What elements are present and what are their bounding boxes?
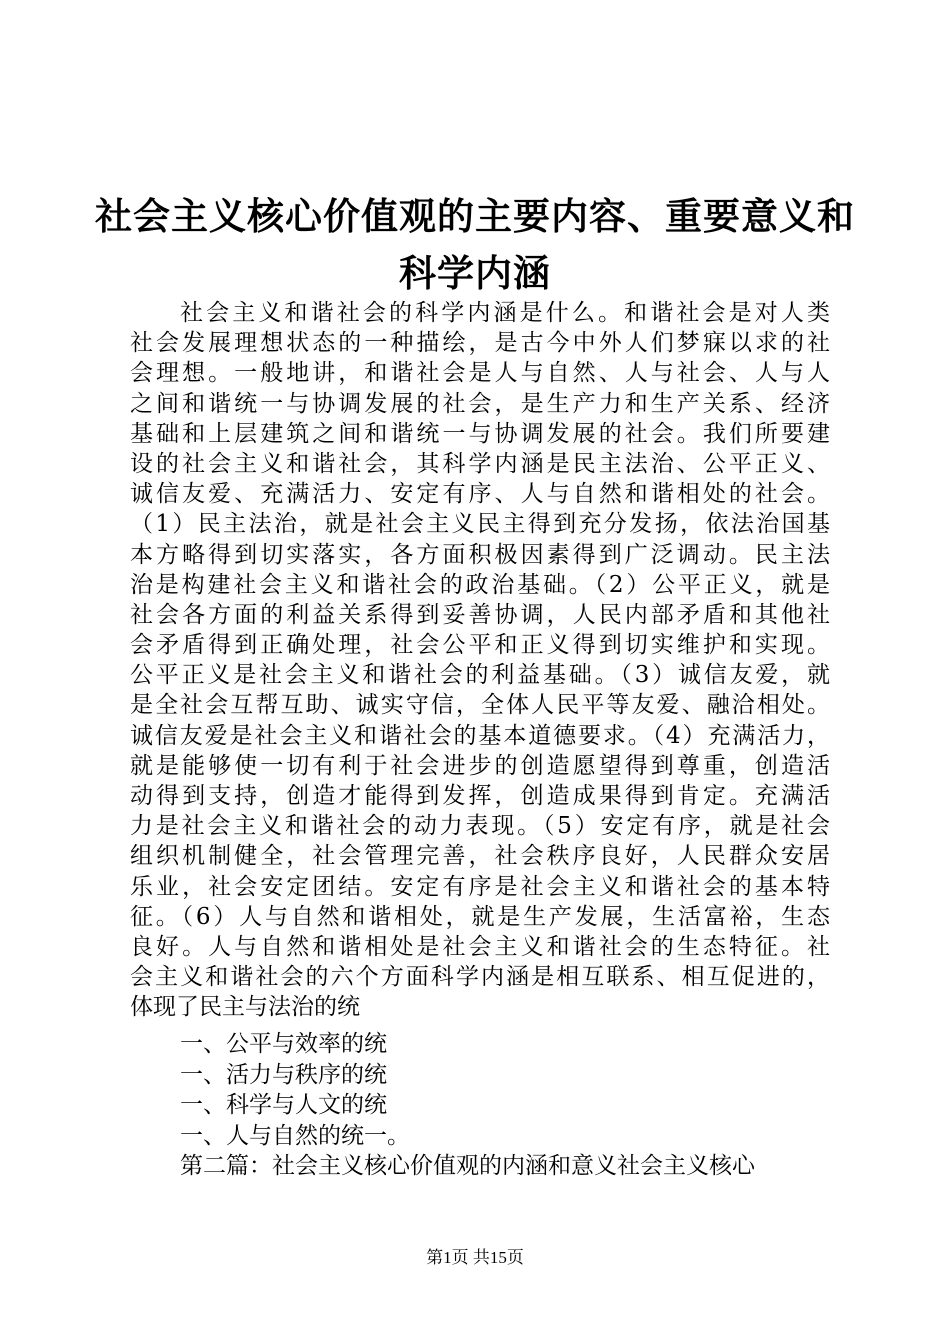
- body-text-line: 治是构建社会主义和谐社会的政治基础。（2）公平正义，就是: [130, 571, 830, 598]
- page-footer: 第1页 共15页: [426, 1248, 524, 1267]
- body-text-line: 良好。人与自然和谐相处是社会主义和谐社会的生态特征。社: [130, 933, 830, 960]
- document-list: [180, 1029, 840, 1182]
- body-text-line: （1）民主法治，就是社会主义民主得到充分发扬，依法治国基: [130, 511, 830, 538]
- body-text-line: 是全社会互帮互助、诚实守信，全体人民平等友爱、融洽相处。: [130, 692, 830, 719]
- document-body: [130, 298, 830, 1023]
- body-text-line: 设的社会主义和谐社会，其科学内涵是民主法治、公平正义、: [130, 450, 830, 477]
- body-text-line: 之间和谐统一与协调发展的社会，是生产力和生产关系、经济: [130, 390, 830, 417]
- body-text-line: 动得到支持，创造才能得到发挥，创造成果得到肯定。充满活: [130, 783, 830, 809]
- body-text-line: 基础和上层建筑之间和谐统一与协调发展的社会。我们所要建: [130, 420, 830, 447]
- list-item: 一、公平与效率的统: [180, 1031, 387, 1057]
- document-title-line-2: 科学内涵: [399, 251, 551, 295]
- body-text-line: 诚信友爱是社会主义和谐社会的基本道德要求。（4）充满活力，: [130, 722, 830, 749]
- body-text-line: 征。（6）人与自然和谐相处，就是生产发展，生活富裕，生态: [130, 903, 830, 930]
- document-title-line-1: 社会主义核心价值观的主要内容、重要意义和: [95, 194, 855, 238]
- body-text-line: 公平正义是社会主义和谐社会的利益基础。（3）诚信友爱，就: [130, 662, 830, 689]
- list-item: 一、活力与秩序的统: [180, 1061, 387, 1088]
- body-text-line: 社会主义和谐社会的科学内涵是什么。和谐社会是对人类: [180, 300, 830, 326]
- list-item: 一、人与自然的统一。: [180, 1122, 410, 1149]
- body-text-line: 就是能够使一切有利于社会进步的创造愿望得到尊重，创造活: [130, 752, 830, 779]
- body-text-line: 会矛盾得到正确处理，社会公平和正义得到切实维护和实现。: [130, 632, 830, 659]
- body-text-line: 社会各方面的利益关系得到妥善协调，人民内部矛盾和其他社: [130, 601, 830, 628]
- body-text-line: 会理想。一般地讲，和谐社会是人与自然、人与社会、人与人: [130, 360, 830, 387]
- body-text-line: 体现了民主与法治的统: [130, 994, 360, 1021]
- body-text-line: 组织机制健全，社会管理完善，社会秩序良好，人民群众安居: [130, 843, 830, 870]
- body-text-line: 会主义和谐社会的六个方面科学内涵是相互联系、相互促进的，: [130, 964, 830, 991]
- body-text-line: 本方略得到切实落实，各方面积极因素得到广泛调动。民主法: [130, 541, 830, 568]
- body-text-line: 力是社会主义和谐社会的动力表现。（5）安定有序，就是社会: [130, 813, 830, 840]
- body-text-line: 诚信友爱、充满活力、安定有序、人与自然和谐相处的社会。: [130, 481, 830, 508]
- list-item: 第二篇：社会主义核心价值观的内涵和意义社会主义核心: [180, 1153, 755, 1179]
- list-item: 一、科学与人文的统: [180, 1092, 387, 1118]
- body-text-line: 社会发展理想状态的一种描绘，是古今中外人们梦寐以求的社: [130, 330, 830, 357]
- body-text-line: 乐业，社会安定团结。安定有序是社会主义和谐社会的基本特: [130, 873, 830, 900]
